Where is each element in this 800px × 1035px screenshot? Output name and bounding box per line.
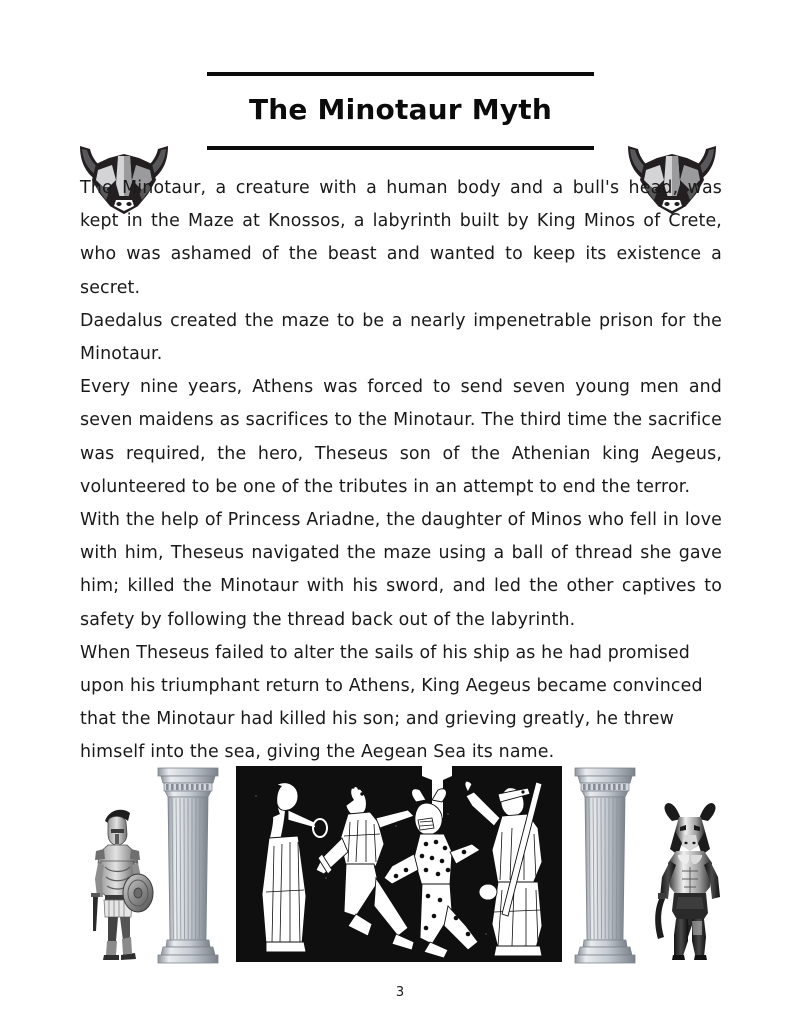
illustration-row (0, 755, 800, 965)
paragraph: Every nine years, Athens was forced to send seven young men and seven maidens as sacrifices to the Minotaur. The third time the sacrifice was required, the hero, Theseus son of the Athenian king Aegeus, volunteered to be one of the tributes in an attempt to end the terror. (80, 377, 722, 497)
paragraph: With the help of Princess Ariadne, the daughter of Minos who fell in love with him, Theseus navigated the maze using a ball of thread she gave him; killed the Minotaur with his sword, and led the other captives to safety by following the thread back out of the labyrinth. (80, 510, 722, 630)
title-rule-bottom (207, 146, 594, 150)
story-body (80, 172, 722, 770)
greek-warrior-image (78, 805, 158, 961)
title-rule-top (207, 72, 594, 76)
greek-column-image (155, 764, 221, 964)
page-number: 3 (395, 985, 405, 1000)
paragraph: The Minotaur, a creature with a human body and a bull's head, was kept in the Maze at Knossos, a labyrinth built by King Minos of Crete, who was ashamed of the beast and wanted to keep its existence a secret. (80, 178, 722, 298)
vase-painting-image (236, 766, 562, 962)
paragraph: When Theseus failed to alter the sails of his ship as he had promised upon his triumphant return to Athens, King Aegeus became convinced that the Minotaur had killed his son; and grieving greatly, he threw himself into the sea, giving the Aegean Sea its name. (80, 642, 703, 763)
document-header (0, 62, 800, 162)
paragraph: Daedalus created the maze to be a nearly impenetrable prison for the Minotaur. (80, 310, 722, 365)
greek-column-image (572, 764, 638, 964)
page-title: The Minotaur Myth (248, 93, 552, 126)
minotaur-image (648, 801, 732, 961)
title-block (207, 62, 594, 162)
